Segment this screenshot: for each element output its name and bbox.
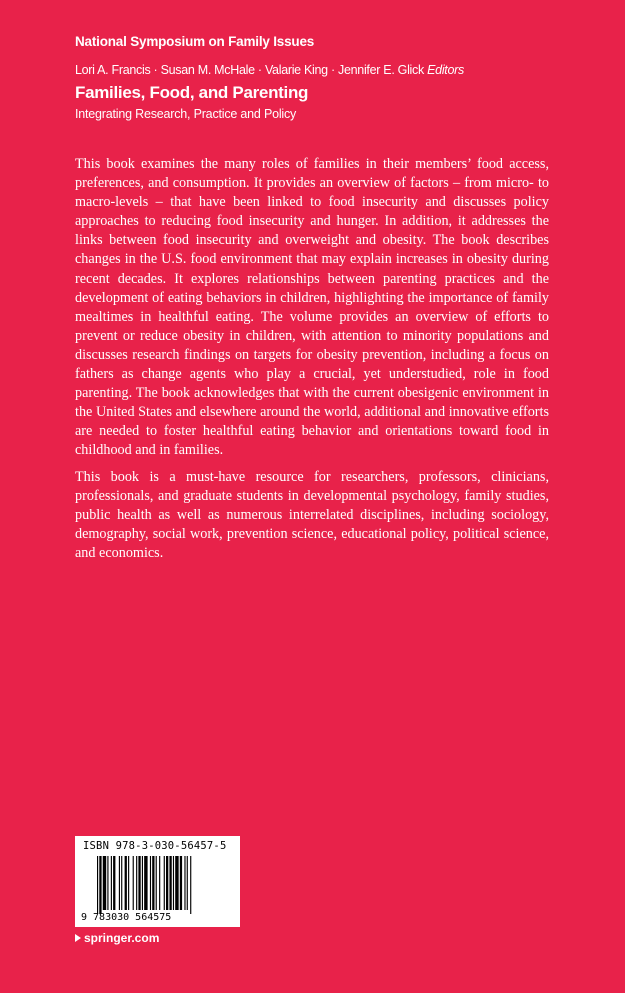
- book-subtitle: Integrating Research, Practice and Policy: [75, 107, 297, 121]
- editors-line: [75, 63, 464, 77]
- description-paragraph: This book examines the many roles of families in their members’ food access, preferences, and consumption. It provides an overview of factors – from micro- to macro-levels – that have been linked to food insecurity and discusses policy approaches to reducing food insecurity and hunger. In addition, it addresses the links between food insecurity and overweight and obesity. The book describes changes in the U.S. food environment that may explain increases in obesity during recent decades. It explores relationships between parenting practices and the development of eating behaviors in children, highlighting the importance of family mealtimes in healthful eating. The volume provides an overview of efforts to prevent or reduce obesity in children, with attention to minority populations and discusses research findings on targets for obesity prevention, including a focus on fathers as change agents who play a crucial, yet understudied, role in food parenting. The book acknowledges that with the current obesigenic environment in the United States and elsewhere around the world, additional and innovative efforts are needed to foster healthful eating behavior and orientations toward food in childhood and in families.: [75, 156, 549, 459]
- barcode-digits: 9 783030 564575: [81, 912, 172, 923]
- isbn-label: ISBN 978-3-030-56457-5: [83, 840, 227, 852]
- publisher-url[interactable]: springer.com: [84, 931, 160, 945]
- editor-names: Lori A. Francis · Susan M. McHale · Valarie King · Jennifer E. Glick: [75, 63, 424, 77]
- series-name: National Symposium on Family Issues: [75, 34, 315, 49]
- triangle-right-icon: [75, 934, 81, 942]
- book-title: Families, Food, and Parenting: [75, 83, 309, 102]
- book-description: [75, 155, 549, 570]
- isbn-barcode: [75, 836, 240, 927]
- editors-role: Editors: [427, 63, 464, 77]
- description-paragraph: This book is a must-have resource for researchers, professors, clinicians, professionals, and graduate students in developmental psychology, family studies, public health as well as numerous interrelated disciplines, including sociology, demography, social work, prevention science, educational policy, political science, and economics.: [75, 468, 549, 561]
- publisher-link[interactable]: [75, 931, 159, 945]
